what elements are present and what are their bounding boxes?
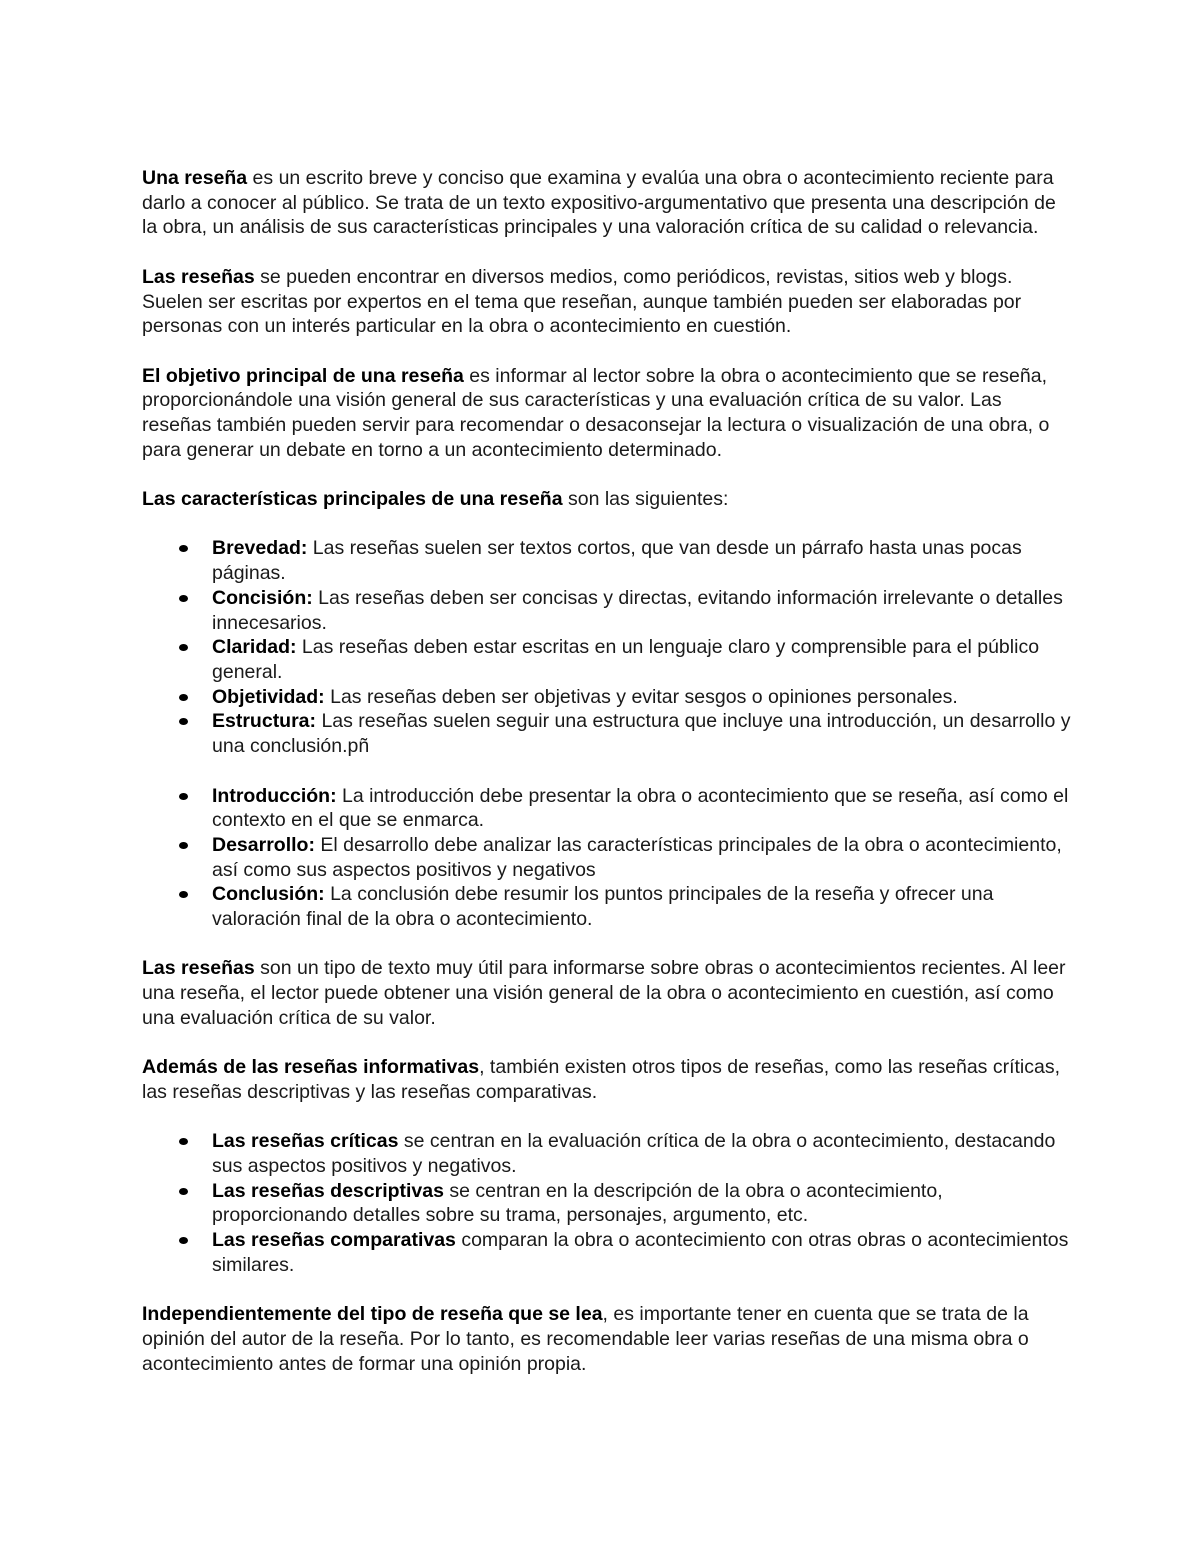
paragraph-media xyxy=(142,265,1072,339)
document-page xyxy=(142,166,1072,1401)
paragraph-text: se pueden encontrar en diversos medios, como periódicos, revistas, sitios web y blogs. Suelen ser escritas por expertos en el tema que reseñan, aunque también pueden ser elaboradas por personas con un interés particular en la obra o acontecimiento en cuestión. xyxy=(142,265,1022,338)
paragraph-usefulness xyxy=(142,956,1072,1030)
paragraph-text: son las siguientes: xyxy=(562,488,729,511)
bullet-icon xyxy=(179,694,188,701)
list-item-term: Introducción: xyxy=(212,784,337,807)
list-item-text: Las reseñas suelen ser textos cortos, que van desde un párrafo hasta unas pocas páginas. xyxy=(212,537,1022,585)
list-item-text: Las reseñas deben ser objetivas y evitar sesgos o opiniones personales. xyxy=(324,685,958,708)
paragraph-lead: Las características principales de una reseña xyxy=(142,488,563,511)
list-item-term: Claridad: xyxy=(212,636,297,659)
bullet-icon xyxy=(179,644,188,651)
list-item-text: Las reseñas deben ser concisas y directas, evitando información irrelevante o detalles innecesarios. xyxy=(212,586,1063,634)
list-item-term: Las reseñas críticas xyxy=(212,1130,399,1153)
paragraph-text: , es importante tener en cuenta que se trata de la opinión del autor de la reseña. Por lo tanto, es recomendable leer varias reseñas de una misma obra o acontecimiento antes de formar una opinión propia. xyxy=(142,1303,1029,1375)
paragraph-lead: El objetivo principal de una reseña xyxy=(142,364,464,387)
list-item xyxy=(142,1179,1072,1228)
paragraph-text: es informar al lector sobre la obra o acontecimiento que se reseña, proporcionándole una visión general de sus características y una evaluación crítica de su valor. Las reseñas también pueden servir para recomendar o desaconsejar la lectura o visualización de una obra, o para generar un debate en torno a un acontecimiento determinado. xyxy=(142,364,1050,461)
paragraph-lead: Independientemente del tipo de reseña que se lea xyxy=(142,1303,603,1326)
structure-list xyxy=(142,784,1072,932)
list-item-term: Las reseñas comparativas xyxy=(212,1229,456,1252)
paragraph-text: es un escrito breve y conciso que examina y evalúa una obra o acontecimiento reciente para darlo a conocer al público. Se trata de un texto expositivo-argumentativo que presenta una descripción de la obra, un análisis de sus características principales y una valoración crítica de su calidad o relevancia. xyxy=(142,167,1056,239)
bullet-icon xyxy=(179,718,188,725)
paragraph-lead: Las reseñas xyxy=(142,265,255,288)
bullet-icon xyxy=(179,1138,188,1145)
list-item xyxy=(142,1228,1072,1277)
list-item-text: El desarrollo debe analizar las características principales de la obra o acontecimiento, así como sus aspectos positivos y negativos xyxy=(212,833,1062,881)
list-item-text: Las reseñas suelen seguir una estructura que incluye una introducción, un desarrollo y una conclusión.pñ xyxy=(212,710,1071,758)
list-item xyxy=(142,685,1072,710)
paragraph-lead: Una reseña xyxy=(142,167,248,189)
list-item-term: Las reseñas descriptivas xyxy=(212,1179,444,1202)
list-item-text: comparan la obra o acontecimiento con otras obras o acontecimientos similares. xyxy=(212,1229,1069,1276)
list-item xyxy=(142,882,1072,931)
list-item xyxy=(142,784,1072,833)
list-item xyxy=(142,536,1072,585)
list-item-term: Conclusión: xyxy=(212,883,325,906)
paragraph-characteristics-intro xyxy=(142,487,1072,512)
bullet-icon xyxy=(179,595,188,602)
paragraph-conclusion xyxy=(142,1302,1072,1376)
list-item-term: Desarrollo: xyxy=(212,833,315,856)
list-item-text: La conclusión debe resumir los puntos principales de la reseña y ofrecer una valoración final de la obra o acontecimiento. xyxy=(212,883,994,931)
list-item-term: Brevedad: xyxy=(212,537,308,560)
review-types-list xyxy=(142,1129,1072,1277)
paragraph-lead: Las reseñas xyxy=(142,957,255,980)
list-item-text: La introducción debe presentar la obra o acontecimiento que se reseña, así como el contexto en el que se enmarca. xyxy=(212,784,1069,832)
list-item xyxy=(142,709,1072,758)
bullet-icon xyxy=(179,891,188,898)
list-item-term: Objetividad: xyxy=(212,685,325,708)
paragraph-lead: Además de las reseñas informativas xyxy=(142,1056,480,1079)
paragraph-text: , también existen otros tipos de reseñas, como las reseñas críticas, las reseñas descriptivas y las reseñas comparativas. xyxy=(142,1056,1061,1103)
list-item-text: se centran en la evaluación crítica de la obra o acontecimiento, destacando sus aspectos positivos y negativos. xyxy=(212,1130,1056,1177)
paragraph-definition xyxy=(142,166,1072,240)
list-item xyxy=(142,1129,1072,1178)
list-item-text: se centran en la descripción de la obra o acontecimiento, proporcionando detalles sobre su trama, personajes, argumento, etc. xyxy=(212,1179,943,1227)
paragraph-text: son un tipo de texto muy útil para informarse sobre obras o acontecimientos recientes. Al leer una reseña, el lector puede obtener una visión general de la obra o acontecimiento en cuestión, así como una evaluación crítica de su valor. xyxy=(142,957,1066,1029)
bullet-icon xyxy=(179,842,188,849)
list-item-term: Estructura: xyxy=(212,710,317,733)
list-item xyxy=(142,635,1072,684)
bullet-icon xyxy=(179,545,188,552)
list-item xyxy=(142,586,1072,635)
characteristics-list xyxy=(142,536,1072,758)
bullet-icon xyxy=(179,793,188,800)
bullet-icon xyxy=(179,1188,188,1195)
list-item-term: Concisión: xyxy=(212,586,313,609)
paragraph-other-types xyxy=(142,1055,1072,1104)
list-item-text: Las reseñas deben estar escritas en un lenguaje claro y comprensible para el público general. xyxy=(212,636,1040,683)
bullet-icon xyxy=(179,1237,188,1244)
paragraph-objective xyxy=(142,364,1072,463)
list-item xyxy=(142,833,1072,882)
